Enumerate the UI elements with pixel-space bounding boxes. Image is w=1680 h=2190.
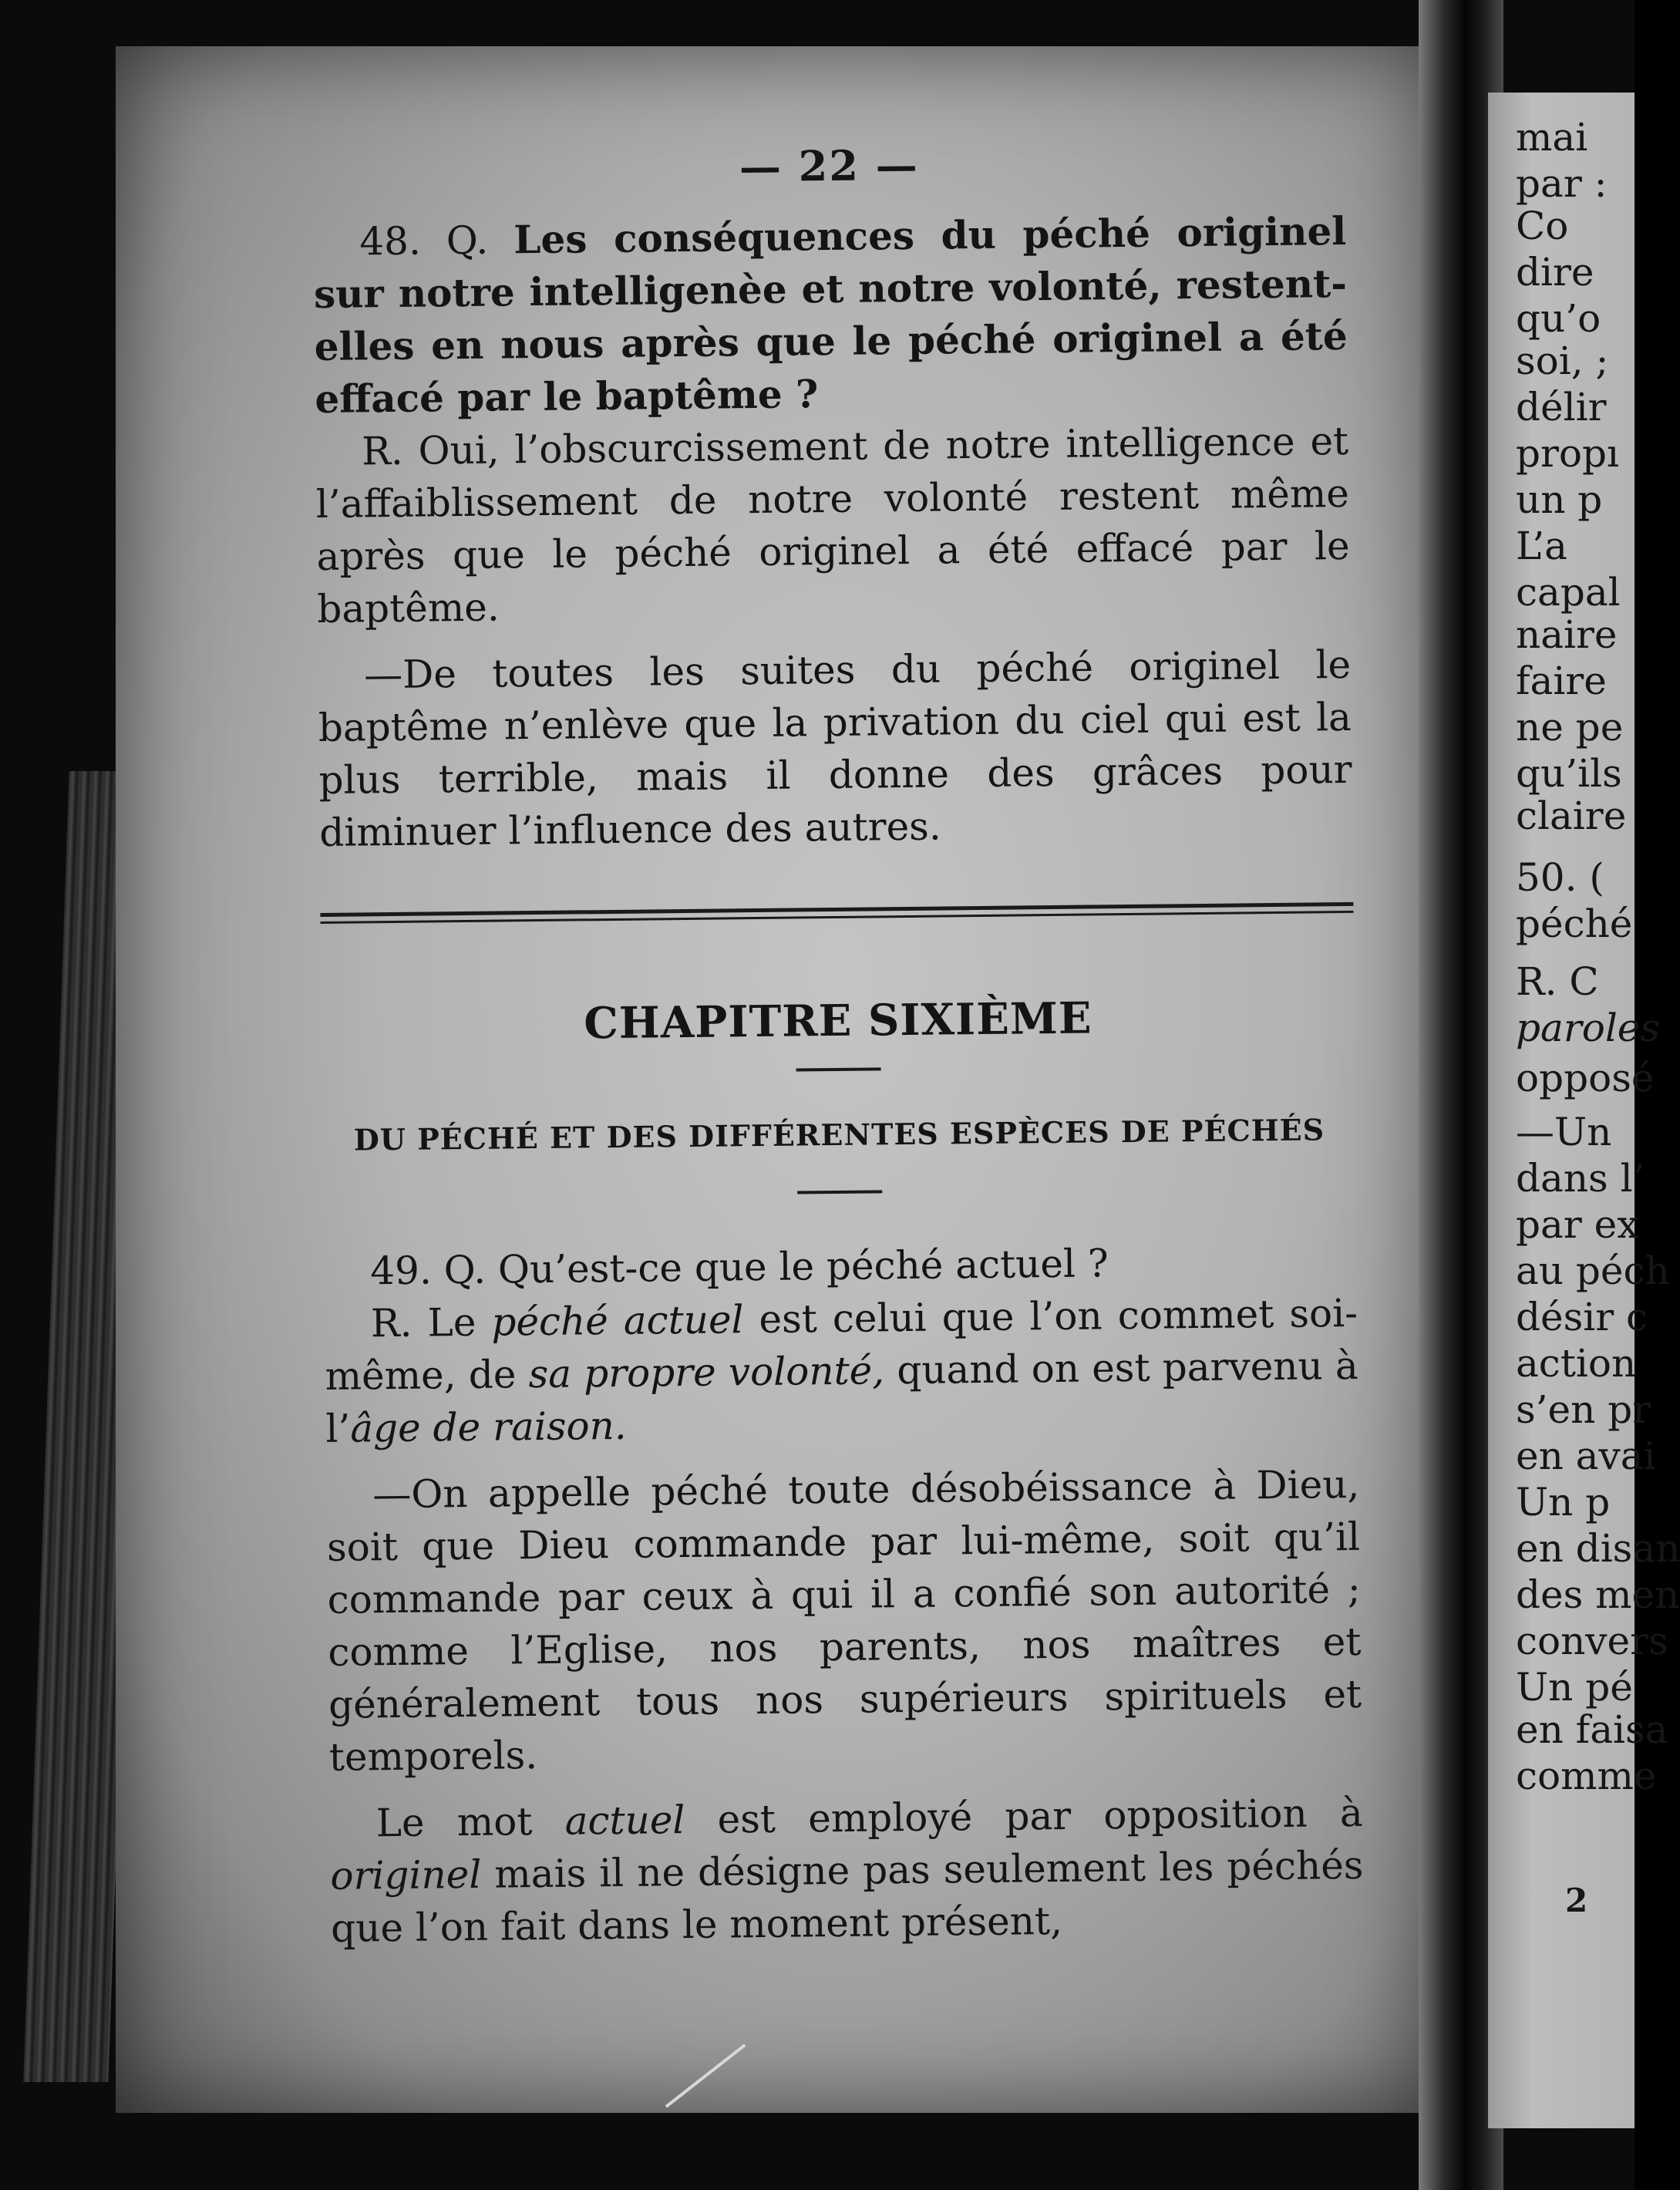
- right-page-line: paroles: [1516, 1006, 1661, 1050]
- right-page-line: des men: [1516, 1572, 1680, 1617]
- page-number: — 22 —: [739, 140, 920, 192]
- answer-49-part2: est celui que l’on commet soi-même, de: [325, 1290, 1358, 1399]
- right-page-line: faire: [1516, 659, 1607, 703]
- right-page-line: claire: [1516, 793, 1627, 838]
- chapter-subtitle: DU PÉCHÉ ET DES DIFFÉRENTES ESPÈCES DE PÉCHÉS: [353, 1112, 1325, 1157]
- right-page-line: propı: [1516, 431, 1620, 476]
- right-page-line: en disan: [1516, 1526, 1680, 1571]
- note-49: —On appelle péché toute désobéissance à Dieu, soit que Dieu commande par lui-même, soit qu’il commande par ceux à qui il a confié son autorité ; comme l’Eglise, nos parents, nos maîtres et généralement tous nos supérieurs spirituels et temporels.: [326, 1461, 1362, 1780]
- last-paragraph: [329, 1787, 1364, 1955]
- question-49-number: 49. Q.: [369, 1247, 486, 1294]
- question-49-text: Qu’est-ce que le péché actuel ?: [497, 1241, 1109, 1292]
- right-page-line: par ex: [1516, 1202, 1639, 1247]
- question-48-number: 48. Q.: [359, 217, 489, 264]
- right-page-line: Co: [1516, 204, 1569, 248]
- right-page-line: par :: [1516, 161, 1608, 206]
- answer-49-part1: Le: [427, 1299, 492, 1346]
- note-48: —De toutes les suites du péché originel le baptême n’enlève que la privation du ciel qui est la plus terrible, mais il donne des grâces pour diminuer l’influence des autres.: [318, 642, 1352, 855]
- right-page-line: péché: [1516, 901, 1633, 946]
- right-page-line: R. C: [1516, 959, 1599, 1004]
- right-page-line: dire: [1516, 250, 1594, 295]
- last-part3: mais il ne désigne pas seulement les péchés que l’on fait dans le moment présent,: [330, 1842, 1364, 1951]
- right-page-line: en faisa: [1516, 1707, 1668, 1752]
- answer-49-em1: péché actuel: [491, 1297, 744, 1345]
- right-page-line: en avai: [1516, 1434, 1656, 1478]
- section-double-rule: [320, 902, 1353, 924]
- right-page-line: L’a: [1516, 524, 1567, 568]
- right-page-line: ne pe: [1516, 705, 1624, 750]
- last-em2: originel: [330, 1851, 482, 1899]
- right-page-line: comme: [1516, 1754, 1657, 1798]
- chapter-rule: [796, 1067, 881, 1071]
- right-page-line: —Un: [1516, 1110, 1612, 1154]
- right-page-line: action: [1516, 1341, 1637, 1386]
- right-page-line: un p: [1516, 477, 1603, 522]
- right-page-line: au péch: [1516, 1248, 1670, 1293]
- question-48: [313, 205, 1348, 426]
- right-page-line: dans l’: [1516, 1156, 1645, 1201]
- question-48-text: Les conséquences du péché originel sur notre intelligenèe et notre volonté, restent-elles en nous après que le péché originel a été effacé par le baptême ?: [313, 207, 1348, 422]
- last-part1: Le mot: [375, 1798, 565, 1846]
- right-page-line: qu’ils: [1516, 751, 1622, 796]
- answer-49-em3: âge de raison.: [349, 1403, 627, 1451]
- right-page-line: désir c: [1516, 1295, 1648, 1339]
- answer-48: [315, 415, 1351, 635]
- answer-48-label: R.: [361, 428, 403, 474]
- right-page-line: délir: [1516, 385, 1607, 430]
- last-part2: est employé par opposition à: [685, 1790, 1364, 1843]
- answer-49-label: R.: [370, 1300, 412, 1346]
- right-page-line: mai: [1516, 115, 1588, 160]
- right-page-line: convers: [1516, 1619, 1668, 1663]
- right-page-line: Un pé: [1516, 1665, 1633, 1710]
- answer-48-text: Oui, l’obscurcissement de notre intelligence et l’affaiblissement de notre volonté restent même après que le péché originel a été effacé par le baptême.: [315, 418, 1350, 632]
- right-page-line: capal: [1516, 570, 1621, 615]
- right-page-fragment: [1488, 93, 1680, 2128]
- answer-49-em2: sa propre volonté,: [528, 1348, 885, 1397]
- chapter-title: CHAPITRE SIXIÈME: [583, 992, 1093, 1050]
- right-page-line: qu’o: [1516, 296, 1601, 341]
- right-page-line: 50. (: [1516, 855, 1604, 900]
- right-page-number: 2: [1565, 1882, 1588, 1919]
- right-page-line: soi, ;: [1516, 339, 1609, 383]
- right-page-line: Un p: [1516, 1480, 1611, 1525]
- right-page-line: s’en pr: [1516, 1387, 1651, 1432]
- right-page-line: naire: [1516, 612, 1618, 657]
- answer-49-part3: quand on est parvenu à l’: [325, 1343, 1358, 1451]
- right-page-line: opposé: [1516, 1056, 1655, 1100]
- answer-49: [325, 1287, 1359, 1455]
- last-em1: actuel: [564, 1797, 685, 1844]
- page-text: [312, 136, 1364, 1955]
